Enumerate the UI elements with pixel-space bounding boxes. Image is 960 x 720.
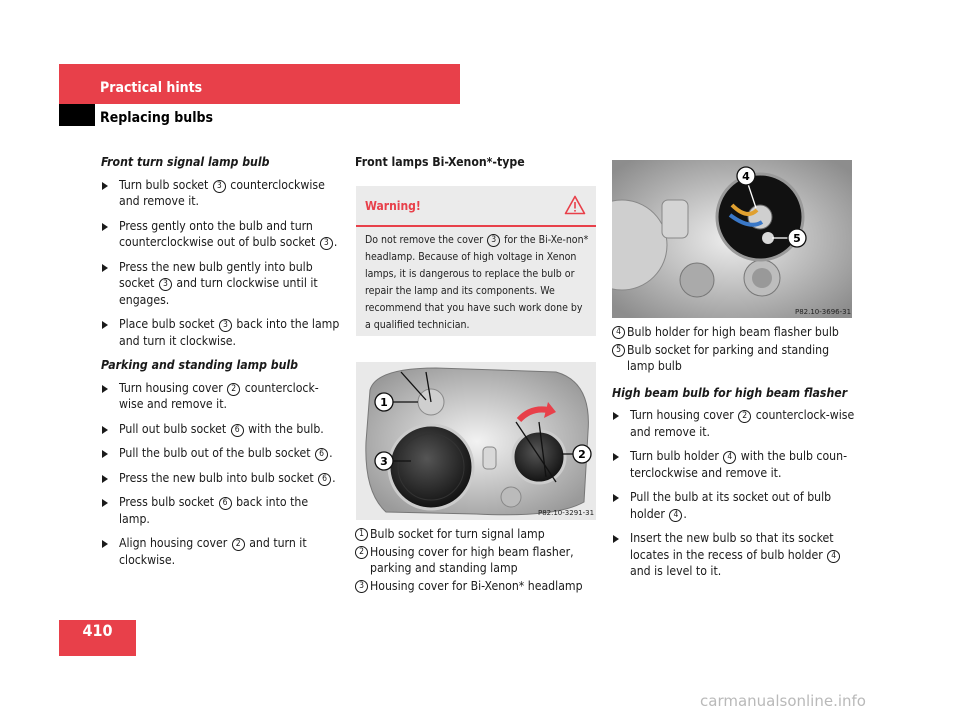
heading-turn-signal: Front turn signal lamp bulb: [101, 155, 270, 169]
footer-watermark: carmanualsonline.info: [700, 692, 866, 710]
warning-box: [356, 186, 596, 336]
bullet-triangle-icon: [102, 499, 108, 507]
reference-number-icon: 2: [232, 538, 245, 551]
legend-item: 4 Bulb holder for high beam flasher bulb: [612, 324, 857, 341]
instruction-step: Turn bulb socket 3 counterclockwise and remove it.: [101, 177, 341, 210]
instruction-step: Turn housing cover 2 counterclock-wise and remove it.: [101, 380, 341, 413]
legend-item: 5 Bulb socket for parking and standing lamp bulb: [612, 342, 857, 375]
subsection-title: Replacing bulbs: [100, 110, 214, 126]
instruction-step: Insert the new bulb so that its socket locates in the recess of bulb holder 4 and is level to it.: [612, 530, 857, 580]
reference-number-icon: 3: [355, 580, 368, 593]
figure-code: P82.10-3291-31: [538, 509, 595, 517]
legend-item: 1 Bulb socket for turn signal lamp: [355, 526, 600, 543]
bullet-triangle-icon: [102, 182, 108, 190]
reference-number-icon: 4: [827, 550, 840, 563]
bulb-holder-figure: [612, 160, 852, 318]
figure-code: P82.10-3696-31: [795, 308, 852, 316]
svg-text:1: 1: [380, 396, 388, 409]
reference-number-icon: 3: [159, 278, 172, 291]
warning-text: Do not remove the cover 3 for the Bi-Xe-non* headlamp. Because of high voltage in Xenon lamps, it is dangerous to replace the bulb or repair the lamp and its components. We recommend that you have such work done by a qualified technician.: [365, 234, 589, 331]
instruction-step: Press the new bulb into bulb socket 6 .: [101, 470, 341, 487]
instruction-step: Press the new bulb gently into bulb socket 3 and turn clockwise until it engages.: [101, 259, 341, 309]
section-title: Practical hints: [100, 80, 203, 96]
steps-parking-lamp: [101, 380, 341, 569]
headlamp-figure: [356, 362, 596, 520]
bullet-triangle-icon: [102, 450, 108, 458]
svg-text:4: 4: [742, 170, 750, 183]
reference-number-icon: 4: [669, 509, 682, 522]
column-middle: [355, 154, 600, 177]
column-right: [612, 324, 857, 588]
svg-text:5: 5: [793, 232, 801, 245]
legend-item: 2 Housing cover for high beam flasher, parking and standing lamp: [355, 544, 600, 577]
svg-text:3: 3: [380, 455, 388, 468]
heading-parking-lamp: Parking and standing lamp bulb: [101, 358, 298, 372]
instruction-step: Pull the bulb out of the bulb socket 6 .: [101, 445, 341, 462]
reference-number-icon: 2: [738, 410, 751, 423]
reference-number-icon: 6: [318, 473, 331, 486]
column-left: [101, 154, 341, 576]
reference-number-icon: 3: [487, 234, 500, 247]
svg-text:2: 2: [578, 448, 586, 461]
legend-middle: [355, 526, 600, 595]
reference-number-icon: 4: [612, 326, 625, 339]
page-number: 410: [82, 621, 113, 640]
heading-front-lamps: Front lamps Bi-Xenon*-type: [355, 155, 525, 169]
steps-high-beam: [612, 407, 857, 580]
instruction-step: Place bulb socket 3 back into the lamp and turn it clockwise.: [101, 316, 341, 349]
bullet-triangle-icon: [613, 494, 619, 502]
instruction-step: Press bulb socket 6 back into the lamp.: [101, 494, 341, 527]
reference-number-icon: 3: [219, 319, 232, 332]
warning-title: Warning!: [365, 199, 421, 213]
bullet-triangle-icon: [102, 264, 108, 272]
reference-number-icon: 2: [355, 546, 368, 559]
reference-number-icon: 3: [320, 237, 333, 250]
bullet-triangle-icon: [102, 385, 108, 393]
instruction-step: Turn housing cover 2 counterclock-wise and remove it.: [612, 407, 857, 440]
bullet-triangle-icon: [613, 453, 619, 461]
bullet-triangle-icon: [613, 535, 619, 543]
reference-number-icon: 4: [723, 451, 736, 464]
reference-number-icon: 1: [355, 528, 368, 541]
warning-divider: [356, 225, 596, 227]
bullet-triangle-icon: [102, 540, 108, 548]
legend-item: 3 Housing cover for Bi-Xenon* headlamp: [355, 578, 600, 595]
instruction-step: Pull out bulb socket 6 with the bulb.: [101, 421, 341, 438]
heading-high-beam: High beam bulb for high beam flasher: [612, 385, 848, 400]
instruction-step: Pull the bulb at its socket out of bulb holder 4 .: [612, 489, 857, 522]
bullet-triangle-icon: [102, 321, 108, 329]
reference-number-icon: 6: [315, 448, 328, 461]
steps-turn-signal: [101, 177, 341, 350]
reference-number-icon: 6: [219, 497, 232, 510]
bullet-triangle-icon: [102, 475, 108, 483]
reference-number-icon: 6: [231, 424, 244, 437]
bullet-triangle-icon: [102, 223, 108, 231]
instruction-step: Press gently onto the bulb and turn counterclockwise out of bulb socket 3 .: [101, 218, 341, 251]
bullet-triangle-icon: [613, 412, 619, 420]
reference-number-icon: 2: [227, 383, 240, 396]
header-marker: [59, 104, 95, 126]
bullet-triangle-icon: [102, 426, 108, 434]
instruction-step: Align housing cover 2 and turn it clockwise.: [101, 535, 341, 568]
reference-number-icon: 5: [612, 344, 625, 357]
warning-triangle-icon: [564, 195, 586, 215]
reference-number-icon: 3: [213, 180, 226, 193]
instruction-step: Turn bulb holder 4 with the bulb coun-terclockwise and remove it.: [612, 448, 857, 481]
